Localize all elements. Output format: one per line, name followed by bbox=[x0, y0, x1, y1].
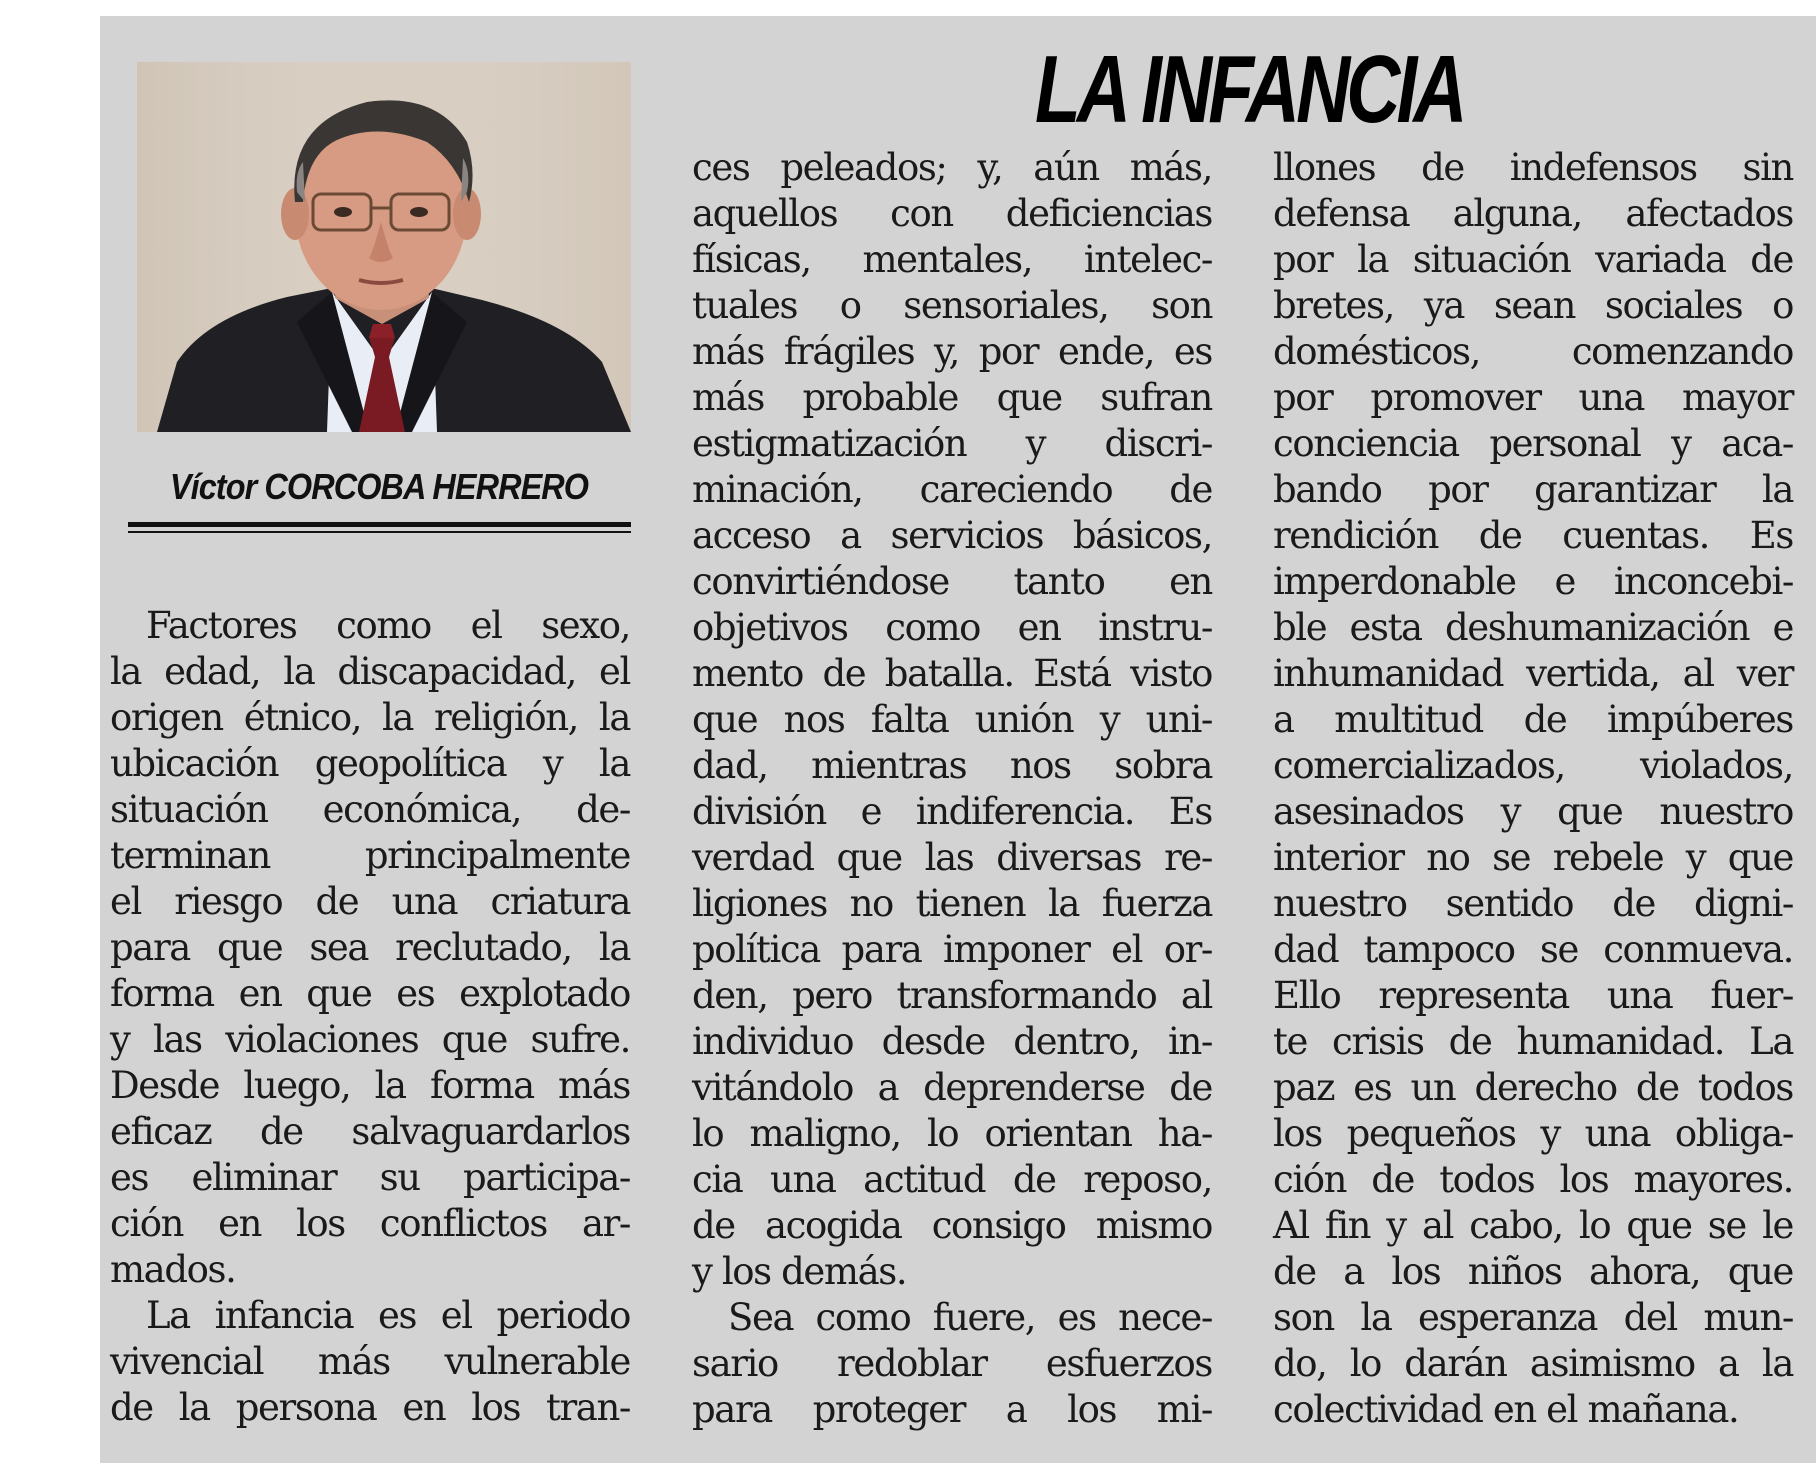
text-line: Al fin y al cabo, lo que se le bbox=[1273, 1204, 1793, 1247]
text-line: forma en que es explotado bbox=[110, 972, 630, 1015]
headline: LA INFANCIA bbox=[1035, 36, 1464, 143]
text-line: asesinados y que nuestro bbox=[1273, 790, 1793, 833]
text-line: política para imponer el or- bbox=[692, 928, 1212, 971]
text-line: individuo desde dentro, in- bbox=[692, 1020, 1212, 1063]
column-1 bbox=[110, 603, 630, 1431]
text-line: do, lo darán asimismo a la bbox=[1273, 1342, 1793, 1385]
text-line: y los demás. bbox=[692, 1250, 907, 1293]
author-divider-thick bbox=[128, 522, 631, 527]
text-line: dad, mientras nos sobra bbox=[692, 744, 1212, 787]
column-2 bbox=[692, 145, 1212, 1433]
text-line: de la persona en los tran- bbox=[110, 1386, 630, 1429]
text-line: la edad, la discapacidad, el bbox=[110, 650, 630, 693]
text-line: paz es un derecho de todos bbox=[1273, 1066, 1793, 1109]
author-divider-thin bbox=[128, 531, 631, 533]
text-line: acceso a servicios básicos, bbox=[692, 514, 1212, 557]
text-line: sario redoblar esfuerzos bbox=[692, 1342, 1212, 1385]
text-line: objetivos como en instru- bbox=[692, 606, 1212, 649]
text-line: rendición de cuentas. Es bbox=[1273, 514, 1793, 557]
text-line: cia una actitud de reposo, bbox=[692, 1158, 1212, 1201]
text-line: lo maligno, lo orientan ha- bbox=[692, 1112, 1212, 1155]
text-line: físicas, mentales, intelec- bbox=[692, 238, 1212, 281]
text-line: y las violaciones que sufre. bbox=[110, 1018, 630, 1061]
text-line: por promover una mayor bbox=[1273, 376, 1793, 419]
text-line: por la situación variada de bbox=[1273, 238, 1793, 281]
author-portrait-icon bbox=[137, 62, 631, 432]
text-line: imperdonable e inconcebi- bbox=[1273, 560, 1793, 603]
text-line: más probable que sufran bbox=[692, 376, 1212, 419]
text-line: mados. bbox=[110, 1248, 236, 1291]
text-line: origen étnico, la religión, la bbox=[110, 696, 630, 739]
text-line: ción de todos los mayores. bbox=[1273, 1158, 1793, 1201]
text-line: los pequeños y una obliga- bbox=[1273, 1112, 1793, 1155]
text-line: minación, careciendo de bbox=[692, 468, 1212, 511]
paragraph-3 bbox=[692, 1295, 1212, 1433]
text-line: ces peleados; y, aún más, bbox=[692, 146, 1212, 189]
text-line: bretes, ya sean sociales o bbox=[1273, 284, 1793, 327]
text-line: que nos falta unión y uni- bbox=[692, 698, 1212, 741]
text-line: de acogida consigo mismo bbox=[692, 1204, 1212, 1247]
paragraph-3-cont bbox=[1273, 145, 1793, 1433]
column-3 bbox=[1273, 145, 1793, 1433]
text-line: nuestro sentido de digni- bbox=[1273, 882, 1793, 925]
text-line: vivencial más vulnerable bbox=[110, 1340, 630, 1383]
text-line: es eliminar su participa- bbox=[110, 1156, 630, 1199]
text-line: verdad que las diversas re- bbox=[692, 836, 1212, 879]
text-line: aquellos con deficiencias bbox=[692, 192, 1212, 235]
text-line: vitándolo a deprenderse de bbox=[692, 1066, 1212, 1109]
text-line: ble esta deshumanización e bbox=[1273, 606, 1793, 649]
text-line: defensa alguna, afectados bbox=[1273, 192, 1793, 235]
text-line: Desde luego, la forma más bbox=[110, 1064, 630, 1107]
text-line: te crisis de humanidad. La bbox=[1273, 1020, 1793, 1063]
text-line: terminan principalmente bbox=[110, 834, 630, 877]
text-line: más frágiles y, por ende, es bbox=[692, 330, 1212, 373]
text-line: ligiones no tienen la fuerza bbox=[692, 882, 1212, 925]
text-line: a multitud de impúberes bbox=[1273, 698, 1793, 741]
paragraph-1 bbox=[110, 603, 630, 1293]
text-line: Sea como fuere, es nece- bbox=[728, 1296, 1212, 1339]
text-line: bando por garantizar la bbox=[1273, 468, 1793, 511]
author-name: Víctor CORCOBA HERRERO bbox=[169, 466, 589, 507]
text-line: llones de indefensos sin bbox=[1273, 146, 1793, 189]
text-line: conciencia personal y aca- bbox=[1273, 422, 1793, 465]
text-line: Factores como el sexo, bbox=[146, 604, 630, 647]
text-line: comercializados, violados, bbox=[1273, 744, 1793, 787]
text-line: son la esperanza del mun- bbox=[1273, 1296, 1793, 1339]
text-line: ción en los conflictos ar- bbox=[110, 1202, 630, 1245]
paragraph-2 bbox=[110, 1293, 630, 1431]
text-line: domésticos, comenzando bbox=[1273, 330, 1793, 373]
text-line: Ello representa una fuer- bbox=[1273, 974, 1793, 1017]
text-line: de a los niños ahora, que bbox=[1273, 1250, 1793, 1293]
paragraph-2-cont bbox=[692, 145, 1212, 1295]
text-line: estigmatización y discri- bbox=[692, 422, 1212, 465]
text-line: tuales o sensoriales, son bbox=[692, 284, 1212, 327]
text-line: división e indiferencia. Es bbox=[692, 790, 1212, 833]
text-line: La infancia es el periodo bbox=[146, 1294, 630, 1337]
text-line: den, pero transformando al bbox=[692, 974, 1212, 1017]
text-line: para proteger a los mi- bbox=[692, 1388, 1212, 1431]
text-line: inhumanidad vertida, al ver bbox=[1273, 652, 1793, 695]
text-line: el riesgo de una criatura bbox=[110, 880, 630, 923]
text-line: interior no se rebele y que bbox=[1273, 836, 1793, 879]
text-line: eficaz de salvaguardarlos bbox=[110, 1110, 630, 1153]
text-line: convirtiéndose tanto en bbox=[692, 560, 1212, 603]
text-line: situación económica, de- bbox=[110, 788, 630, 831]
text-line: ubicación geopolítica y la bbox=[110, 742, 630, 785]
text-line: mento de batalla. Está visto bbox=[692, 652, 1212, 695]
author-photo bbox=[137, 62, 631, 432]
text-line: para que sea reclutado, la bbox=[110, 926, 630, 969]
text-line: colectividad en el mañana. bbox=[1273, 1388, 1739, 1431]
text-line: dad tampoco se conmueva. bbox=[1273, 928, 1793, 971]
